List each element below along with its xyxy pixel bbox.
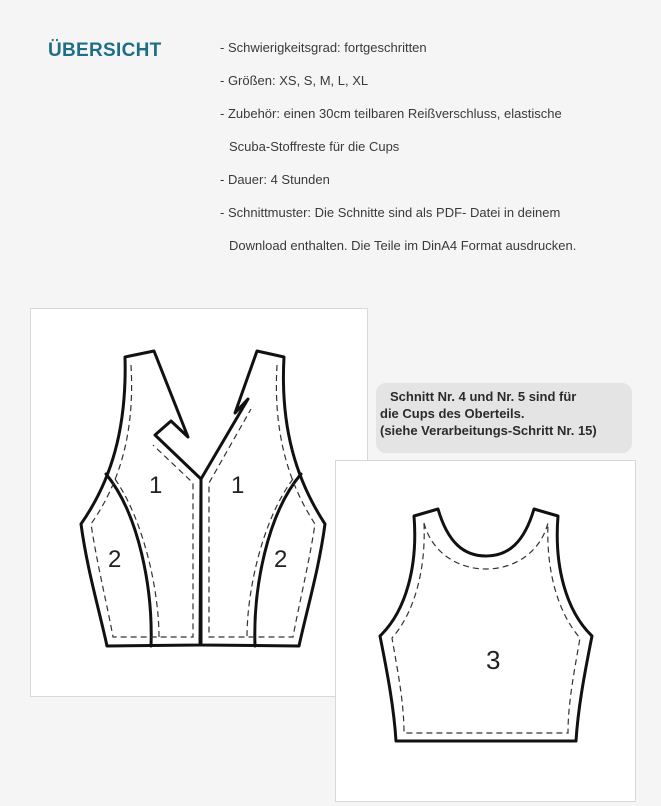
label-front-left: 1	[149, 472, 163, 499]
overview-accessories: - Zubehör: einen 30cm teilbaren Reißverschluss, elastische	[220, 106, 562, 121]
overview-duration: - Dauer: 4 Stunden	[220, 172, 330, 187]
label-side-right: 2	[274, 546, 288, 573]
cups-note	[376, 383, 632, 453]
overview-list	[220, 40, 640, 254]
overview-patterns: - Schnittmuster: Die Schnitte sind als PDF- Datei in deinem	[220, 205, 561, 220]
seam-allowance-left	[91, 365, 193, 637]
seam-allowance-right	[209, 365, 315, 637]
overview-accessories-cont: Scuba-Stoffreste für die Cups	[229, 139, 400, 154]
back-outline	[380, 509, 592, 741]
label-front-right: 1	[231, 472, 245, 499]
seam-allowance-side-left	[115, 479, 159, 637]
back-top-pattern	[336, 461, 635, 801]
cups-note-line-2: die Cups des Oberteils.	[380, 406, 525, 421]
label-side-left: 2	[108, 546, 122, 573]
overview-difficulty: - Schwierigkeitsgrad: fortgeschritten	[220, 40, 427, 55]
overview-sizes: - Größen: XS, S, M, L, XL	[220, 73, 369, 88]
cups-note-line-3: (siehe Verarbeitungs-Schritt Nr. 15)	[380, 423, 597, 438]
front-left-outline	[81, 351, 201, 646]
front-right-outline	[201, 351, 325, 646]
section-title: ÜBERSICHT	[48, 40, 162, 61]
label-back: 3	[486, 645, 501, 675]
cups-note-line-1: Schnitt Nr. 4 und Nr. 5 sind für	[390, 389, 577, 404]
front-pattern-panel	[30, 308, 368, 697]
front-bodice-pattern	[31, 309, 367, 696]
overview-patterns-cont: Download enthalten. Die Teile im DinA4 Format ausdrucken.	[229, 238, 577, 253]
back-pattern-panel	[335, 460, 636, 802]
